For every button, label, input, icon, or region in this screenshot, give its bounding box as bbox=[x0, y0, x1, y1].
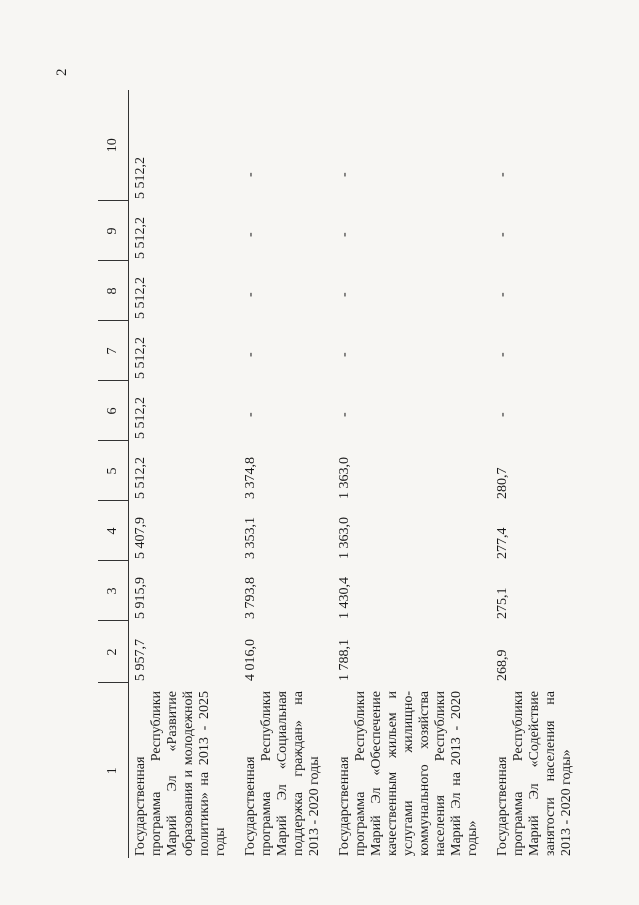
value-dash: - bbox=[337, 352, 352, 357]
program-name-cell: Государственная программа Республики Марий Эл «Содействие занятости населения на 2013 - 2020 годы» bbox=[495, 691, 574, 856]
header-cell: 7 bbox=[98, 321, 129, 381]
header-cell: 10 bbox=[98, 90, 129, 201]
value-cell: 275,1 bbox=[495, 587, 510, 619]
value-cell: 3 374,8 bbox=[243, 457, 258, 499]
value-dash: - bbox=[243, 352, 258, 357]
header-row bbox=[98, 90, 129, 858]
value-cell: 1 363,0 bbox=[337, 457, 352, 499]
value-cell: 5 512,2 bbox=[133, 457, 148, 499]
header-cell: 5 bbox=[98, 441, 129, 501]
value-dash: - bbox=[243, 172, 258, 177]
value-cell: 1 363,0 bbox=[337, 517, 352, 559]
value-cell bbox=[239, 381, 333, 441]
value-cell: 277,4 bbox=[495, 527, 510, 559]
program-name-cell: Государственная программа Республики Марий Эл «Обеспечение качественным жильем и услугами жилищно-коммунального хозяйства населения Республики Марий Эл на 2013 - 2020 годы» bbox=[337, 691, 480, 856]
table-row bbox=[129, 90, 240, 858]
program-name-cell: Государственная программа Республики Марий Эл «Развитие образования и молодежной политики» на 2013 - 2025 годы bbox=[133, 691, 228, 856]
value-cell bbox=[333, 321, 491, 381]
value-cell: 5 512,2 bbox=[133, 217, 148, 259]
value-dash: - bbox=[495, 172, 510, 177]
value-dash: - bbox=[495, 412, 510, 417]
value-dash: - bbox=[495, 232, 510, 237]
value-cell bbox=[333, 261, 491, 321]
value-cell: 280,7 bbox=[495, 467, 510, 499]
value-cell: 5 957,7 bbox=[133, 639, 148, 681]
header-cell: 9 bbox=[98, 201, 129, 261]
value-cell bbox=[239, 201, 333, 261]
value-cell bbox=[239, 261, 333, 321]
value-cell: 5 512,2 bbox=[133, 397, 148, 439]
header-cell: 1 bbox=[98, 683, 129, 858]
value-cell: 268,9 bbox=[495, 649, 510, 681]
value-dash: - bbox=[243, 412, 258, 417]
value-dash: - bbox=[243, 232, 258, 237]
value-dash: - bbox=[337, 412, 352, 417]
header-cell: 2 bbox=[98, 621, 129, 683]
value-cell bbox=[333, 381, 491, 441]
value-cell: 5 915,9 bbox=[133, 577, 148, 619]
value-dash: - bbox=[337, 232, 352, 237]
table-row bbox=[333, 90, 491, 858]
value-cell: 5 512,2 bbox=[133, 277, 148, 319]
value-cell: 4 016,0 bbox=[243, 639, 258, 681]
value-cell: 5 407,9 bbox=[133, 517, 148, 559]
header-cell: 6 bbox=[98, 381, 129, 441]
value-cell bbox=[239, 321, 333, 381]
value-dash: - bbox=[495, 292, 510, 297]
header-cell: 3 bbox=[98, 561, 129, 621]
value-cell: 1 430,4 bbox=[337, 577, 352, 619]
value-dash: - bbox=[243, 292, 258, 297]
value-cell bbox=[491, 381, 585, 441]
value-dash: - bbox=[337, 172, 352, 177]
value-cell bbox=[491, 90, 585, 201]
value-cell bbox=[491, 201, 585, 261]
value-cell bbox=[491, 261, 585, 321]
budget-table bbox=[98, 90, 585, 858]
value-cell: 3 793,8 bbox=[243, 577, 258, 619]
value-cell bbox=[333, 90, 491, 201]
value-cell bbox=[333, 201, 491, 261]
value-dash: - bbox=[495, 352, 510, 357]
table-row bbox=[239, 90, 333, 858]
value-dash: - bbox=[337, 292, 352, 297]
program-name-cell: Государственная программа Республики Марий Эл «Социальная поддержка граждан» на 2013 - 2020 годы bbox=[243, 691, 322, 856]
header-cell: 8 bbox=[98, 261, 129, 321]
value-cell bbox=[491, 321, 585, 381]
rotated-table-container bbox=[98, 90, 574, 858]
value-cell: 5 512,2 bbox=[133, 337, 148, 379]
value-cell bbox=[239, 90, 333, 201]
value-cell: 5 512,2 bbox=[133, 157, 148, 199]
table-row bbox=[491, 90, 585, 858]
header-cell: 4 bbox=[98, 501, 129, 561]
value-cell: 1 788,1 bbox=[337, 639, 352, 681]
value-cell: 3 353,1 bbox=[243, 517, 258, 559]
page-number: 2 bbox=[54, 68, 70, 76]
